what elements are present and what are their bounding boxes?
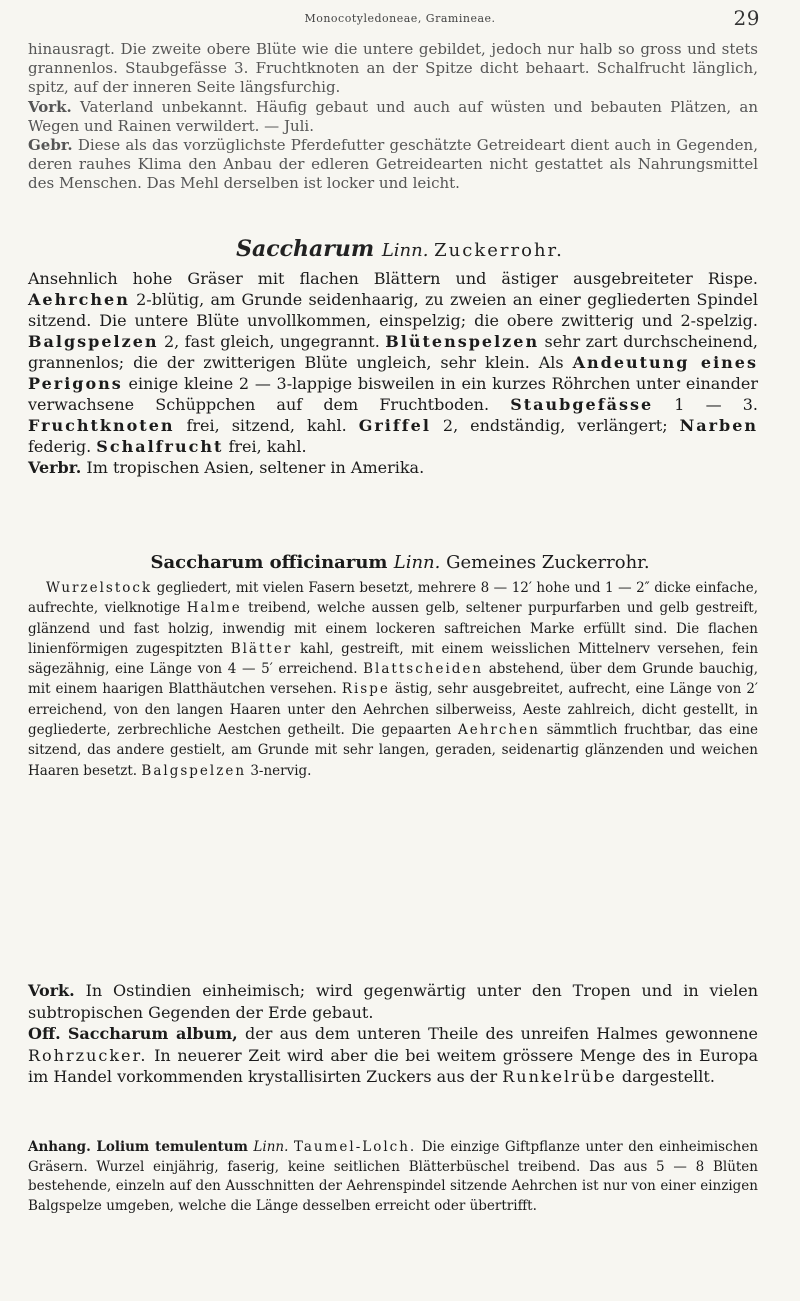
- species-occurrence: [28, 980, 758, 1088]
- running-head-title: Monocotyledoneae, Gramineae.: [304, 12, 496, 25]
- vork-label: Vork.: [28, 97, 72, 116]
- genus-description: [28, 268, 758, 478]
- continued-description: [28, 40, 758, 194]
- species-description: [28, 578, 758, 781]
- off-label: Off.: [28, 1024, 61, 1043]
- use-paragraph: Gebr. Diese als das vorzüglichste Pferdefutter geschätzte Getreideart dient auch in Gegenden, deren rauhes Klima den Anbau der edleren Getreidearten nicht gestattet als Nahrungsmittel des Menschen. Das Mehl derselben ist locker und leicht.: [28, 136, 758, 193]
- anhang-label: Anhang.: [28, 1139, 91, 1155]
- distribution-paragraph: Verbr. Im tropischen Asien, seltener in Amerika.: [28, 458, 425, 477]
- gebr-label: Gebr.: [28, 136, 73, 155]
- species-characters: Wurzelstock gegliedert, mit vielen Fasern besetzt, mehrere 8 — 12′ hohe und 1 — 2″ dicke einfache, aufrechte, vielknotige Halme treibend, welche aussen gelb, seltener purpurfarben und gelb gestreift, glänzend und fast holzig, inwendig mit einem lockeren saftreichen Marke erfüllt sind. Die flachen linienförmigen zugespitzten Blätter kahl, gestreift, mit einem weisslichen Mittelnerv versehen, fein sägezähnig, eine Länge von 4 — 5′ erreichend. Blattscheiden abstehend, über dem Grunde bauchig, mit einem haarigen Blatthäutchen versehen. Rispe ästig, sehr ausgebreitet, aufrecht, eine Länge von 2′ erreichend, von den langen Haaren unter den Aehrchen silberweiss, Aeste zahlreich, dicht gestellt, in gegliederte, zerbrechliche Aestchen getheilt. Die gepaarten Aehrchen sämmtlich fruchtbar, das eine sitzend, das andere gestielt, am Grunde mit sehr langen, geraden, seidenartig glänzenden und weichen Haaren besetzt. Balgspelzen 3-nervig.: [28, 580, 759, 779]
- continued-text: hinausragt. Die zweite obere Blüte wie die untere gebildet, jedoch nur halb so gross und stets grannenlos. Staubgefässe 3. Fruchtknoten an der Spitze dicht behaart. Schalfrucht länglich, spitz, auf der inneren Seite längsfurchig.: [28, 40, 758, 97]
- appendix-note: [28, 1138, 758, 1216]
- officinal-paragraph: Off. Saccharum album, der aus dem unteren Theile des unreifen Halmes gewonnene Rohrzucker. In neuerer Zeit wird aber die bei weitem grössere Menge des in Europa im Handel vorkommenden krystallisirten Zuckers aus der Runkelrübe dargestellt.: [28, 1024, 759, 1086]
- page-number: 29: [733, 6, 760, 30]
- verbr-label: Verbr.: [28, 458, 82, 477]
- genus-heading: Saccharum Linn. Zuckerrohr.: [236, 236, 564, 262]
- running-head: [0, 6, 800, 30]
- appendix-paragraph: Anhang. Lolium temulentum Linn. Taumel-Lolch. Die einzige Giftpflanze unter den einheimischen Gräsern. Wurzel einjährig, faserig, keine seitlichen Blätterbüschel treibend. Das aus 5 — 8 Blüten bestehende, einzeln auf den Ausschnitten der Aehrenspindel sitzende Aehrchen ist nur von einer einzigen Balgspelze umgeben, welche die Länge desselben erreicht oder übertrifft.: [28, 1139, 759, 1214]
- species-heading: Saccharum officinarum Linn. Gemeines Zuckerrohr.: [150, 552, 650, 573]
- genus-characters: Ansehnlich hohe Gräser mit flachen Blättern und ästiger ausgebreiteter Rispe. Aehrchen 2-blütig, am Grunde seidenhaarig, zu zweien an einer gegliederten Spindel sitzend. Die untere Blüte unvollkommen, einspelzig; die obere zwitterig und 2-spelzig. Balgspelzen 2, fast gleich, ungegrannt. Blütenspelzen sehr zart durchscheinend, grannenlos; die der zwitterigen Blüte ungleich, sehr klein. Als Andeutung eines Perigons einige kleine 2 — 3-lappige bisweilen in ein kurzes Röhrchen unter einander verwachsene Schüppchen auf dem Fruchtboden. Staubgefässe 1 — 3. Fruchtknoten frei, sitzend, kahl. Griffel 2, endständig, verlängert; Narben federig. Schalfrucht frei, kahl.: [28, 269, 759, 456]
- occurrence-paragraph: Vork. In Ostindien einheimisch; wird gegenwärtig unter den Tropen und in vielen subtropischen Gegenden der Erde gebaut.: [28, 981, 758, 1022]
- vork-label: Vork.: [28, 981, 75, 1000]
- occurrence-paragraph: Vork. Vaterland unbekannt. Häufig gebaut und auch auf wüsten und bebauten Plätzen, an Wegen und Rainen verwildert. — Juli.: [28, 97, 758, 135]
